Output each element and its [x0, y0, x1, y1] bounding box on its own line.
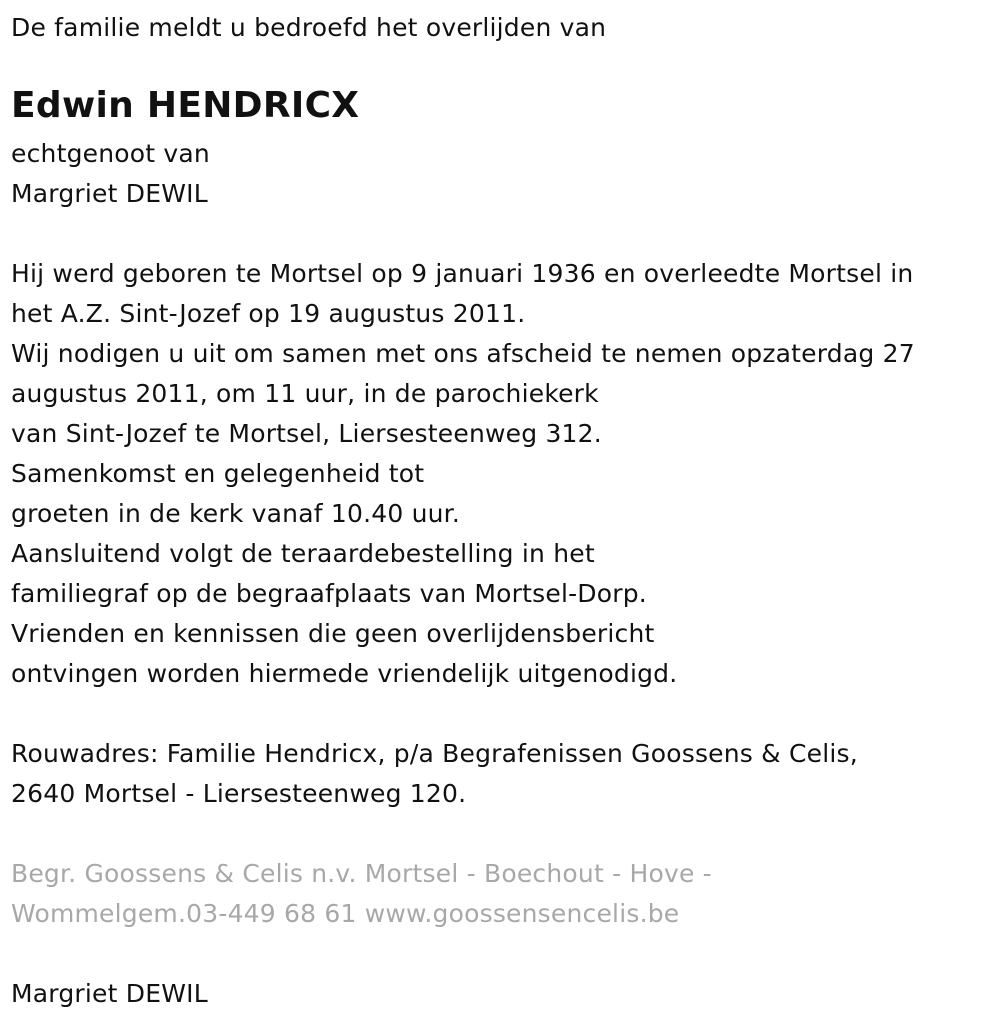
body-line: Aansluitend volgt de teraardebestelling in het	[11, 539, 595, 568]
body-line: familiegraf op de begraafplaats van Mortsel-Dorp.	[11, 579, 647, 608]
body-line: van Sint-Jozef te Mortsel, Liersesteenweg 312.	[11, 419, 602, 448]
body-line: augustus 2011, om 11 uur, in de parochiekerk	[11, 379, 599, 408]
deceased-name-block	[11, 84, 359, 128]
funeral-home-footer	[11, 854, 712, 934]
address-line: 2640 Mortsel - Liersesteenweg 120.	[11, 779, 467, 808]
relation-label: echtgenoot van	[11, 139, 210, 168]
mourning-address	[11, 734, 858, 814]
intro-text: De familie meldt u bedroefd het overlijden van	[11, 13, 607, 42]
body-line: Samenkomst en gelegenheid tot	[11, 459, 425, 488]
body-line: ontvingen worden hiermede vriendelijk uitgenodigd.	[11, 659, 678, 688]
body-line: het A.Z. Sint-Jozef op 19 augustus 2011.	[11, 299, 526, 328]
deceased-name: Edwin HENDRICX	[11, 85, 360, 126]
body-line: Vrienden en kennissen die geen overlijdensbericht	[11, 619, 655, 648]
spouse-name: Margriet DEWIL	[11, 179, 208, 208]
address-line: Rouwadres: Familie Hendricx, p/a Begrafenissen Goossens & Celis,	[11, 739, 858, 768]
body-line: Wij nodigen u uit om samen met ons afscheid te nemen opzaterdag 27	[11, 339, 915, 368]
footer-line: Wommelgem.03-449 68 61 www.goossensencelis.be	[11, 899, 680, 928]
body-line: Hij werd geboren te Mortsel op 9 januari 1936 en overleedte Mortsel in	[11, 259, 914, 288]
announcement-body	[11, 254, 915, 694]
obituary-document	[11, 8, 991, 1008]
signature-name: Margriet DEWIL	[11, 979, 208, 1008]
footer-line: Begr. Goossens & Celis n.v. Mortsel - Boechout - Hove -	[11, 859, 712, 888]
signature-block	[11, 974, 208, 1014]
relation-block	[11, 134, 210, 214]
body-line: groeten in de kerk vanaf 10.40 uur.	[11, 499, 461, 528]
